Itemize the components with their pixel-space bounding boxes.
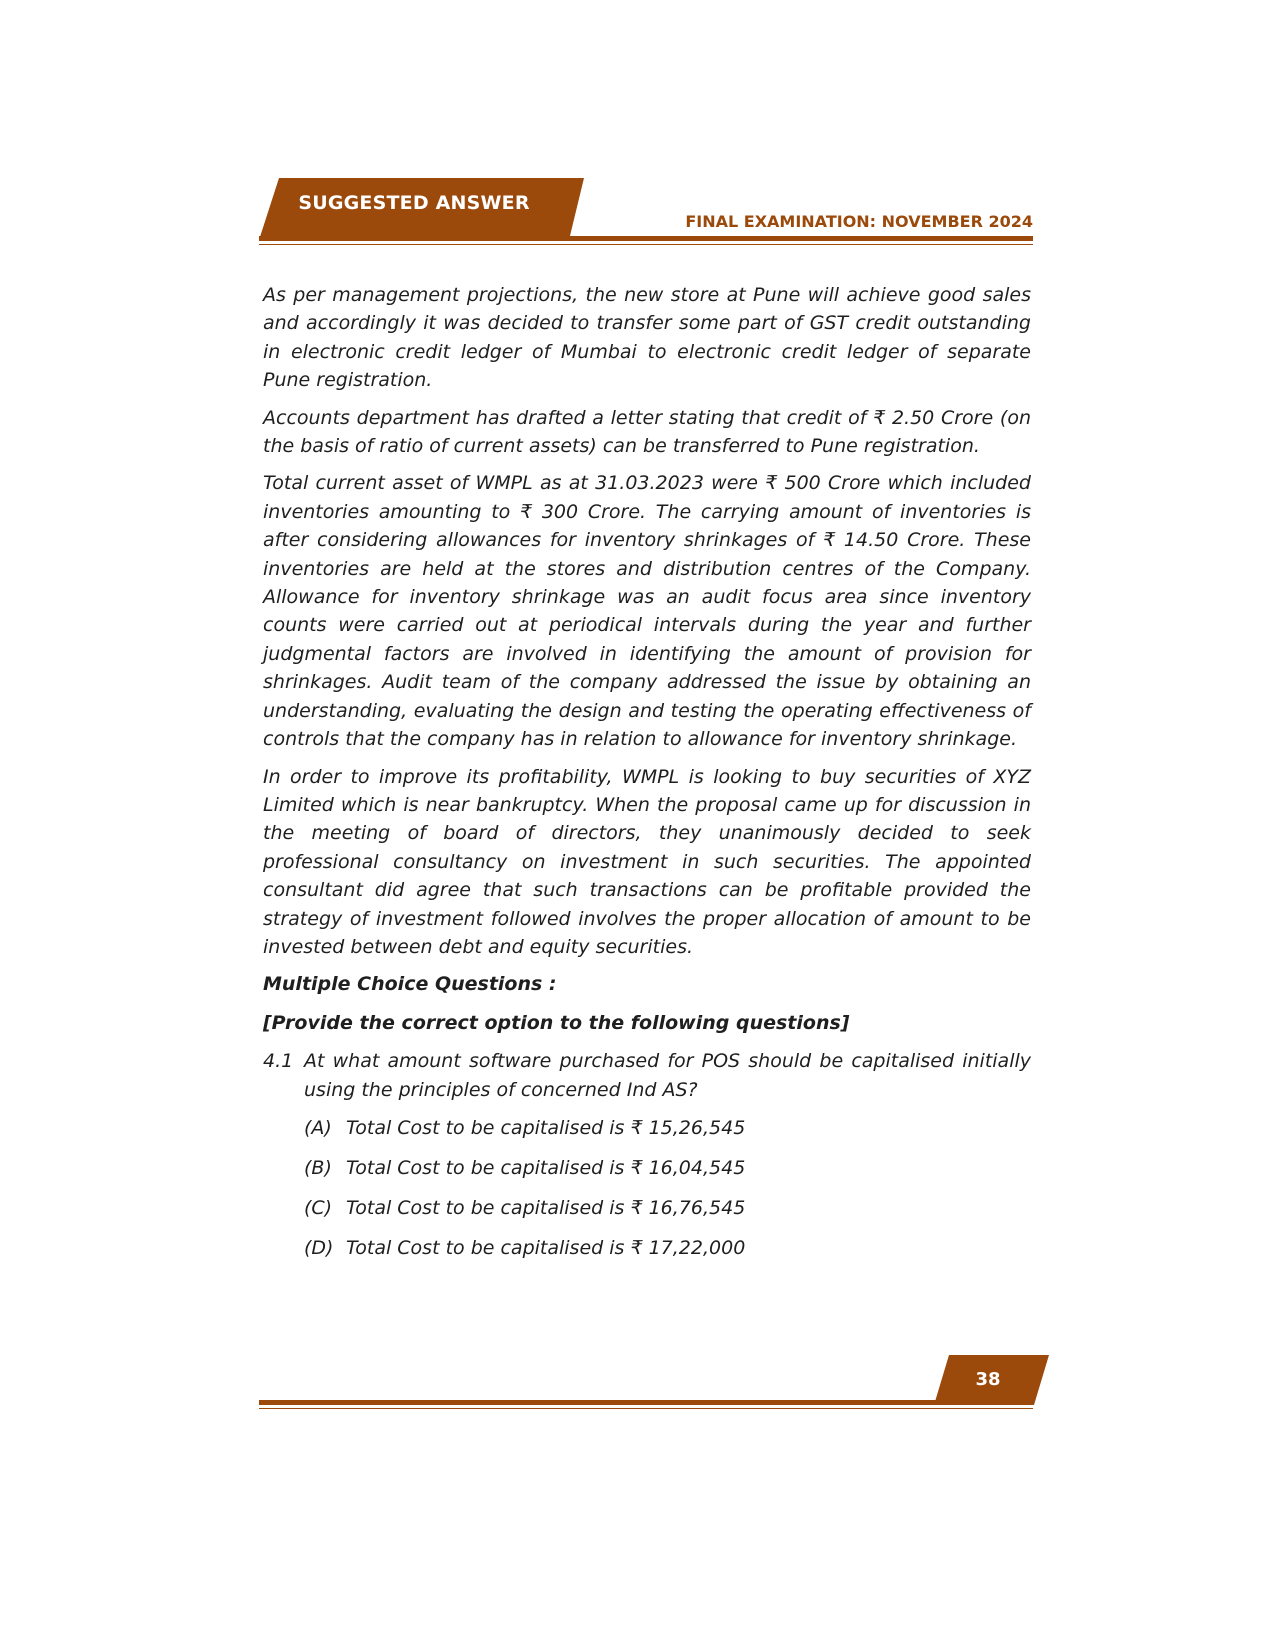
page-footer [259,1355,1049,1415]
footer-rule [259,1400,939,1405]
option-letter: (C) [304,1196,333,1219]
option-b [263,1154,1031,1194]
answer-options [263,1114,1031,1274]
option-d [263,1234,1031,1274]
question-4-1 [263,1047,1031,1104]
option-text: Total Cost to be capitalised is ₹ 16,76,545 [346,1196,746,1219]
page-header [259,178,1033,248]
option-c [263,1194,1031,1234]
question-text: At what amount software purchased for POS should be capitalised initially using the principles of concerned Ind AS? [304,1050,1031,1101]
option-letter: (A) [304,1116,332,1139]
header-rule-thin [259,244,1033,245]
paragraph-credit-letter: Accounts department has drafted a letter stating that credit of ₹ 2.50 Crore (on the basis of ratio of current assets) can be transferred to Pune registration. [263,406,1031,458]
mcq-heading: Multiple Choice Questions : [263,973,557,996]
option-letter: (B) [304,1156,332,1179]
footer-rule-thin [259,1408,1033,1409]
question-number: 4.1 [263,1050,294,1073]
mcq-instruction: [Provide the correct option to the following questions] [263,1011,850,1034]
paragraph-securities: In order to improve its profitability, WMPL is looking to buy securities of XYZ Limited which is near bankruptcy. When the proposal came up for discussion in the meeting of board of directors, they unanimously decided to seek professional consultancy on investment in such securities. The appointed consultant did agree that such transactions can be profitable provided the strategy of investment followed involves the proper allocation of amount to be invested between debt and equity securities. [263,765,1031,958]
option-text: Total Cost to be capitalised is ₹ 16,04,545 [346,1156,746,1179]
header-rule [259,236,1033,241]
suggested-answer-label: SUGGESTED ANSWER [298,192,530,214]
page-number: 38 [975,1369,1001,1390]
option-text: Total Cost to be capitalised is ₹ 17,22,000 [346,1236,746,1259]
paragraph-pune-store: As per management projections, the new store at Pune will achieve good sales and accordingly it was decided to transfer some part of GST credit outstanding in electronic credit ledger of Mumbai to electronic credit ledger of separate Pune registration. [263,284,1031,392]
option-a [263,1114,1031,1154]
option-text: Total Cost to be capitalised is ₹ 15,26,545 [346,1116,746,1139]
page-content [263,281,1031,1274]
exam-title: FINAL EXAMINATION: NOVEMBER 2024 [685,212,1033,231]
paragraph-current-assets: Total current asset of WMPL as at 31.03.2023 were ₹ 500 Crore which included inventories amounting to ₹ 300 Crore. The carrying amount of inventories is after considering allowances for inventory shrinkages of ₹ 14.50 Crore. These inventories are held at the stores and distribution centres of the Company. Allowance for inventory shrinkage was an audit focus area since inventory counts were carried out at periodical intervals during the year and further judgmental factors are involved in identifying the amount of provision for shrinkages. Audit team of the company addressed the issue by obtaining an understanding, evaluating the design and testing the operating effectiveness of controls that the company has in relation to allowance for inventory shrinkage. [263,472,1031,751]
option-letter: (D) [304,1236,334,1259]
